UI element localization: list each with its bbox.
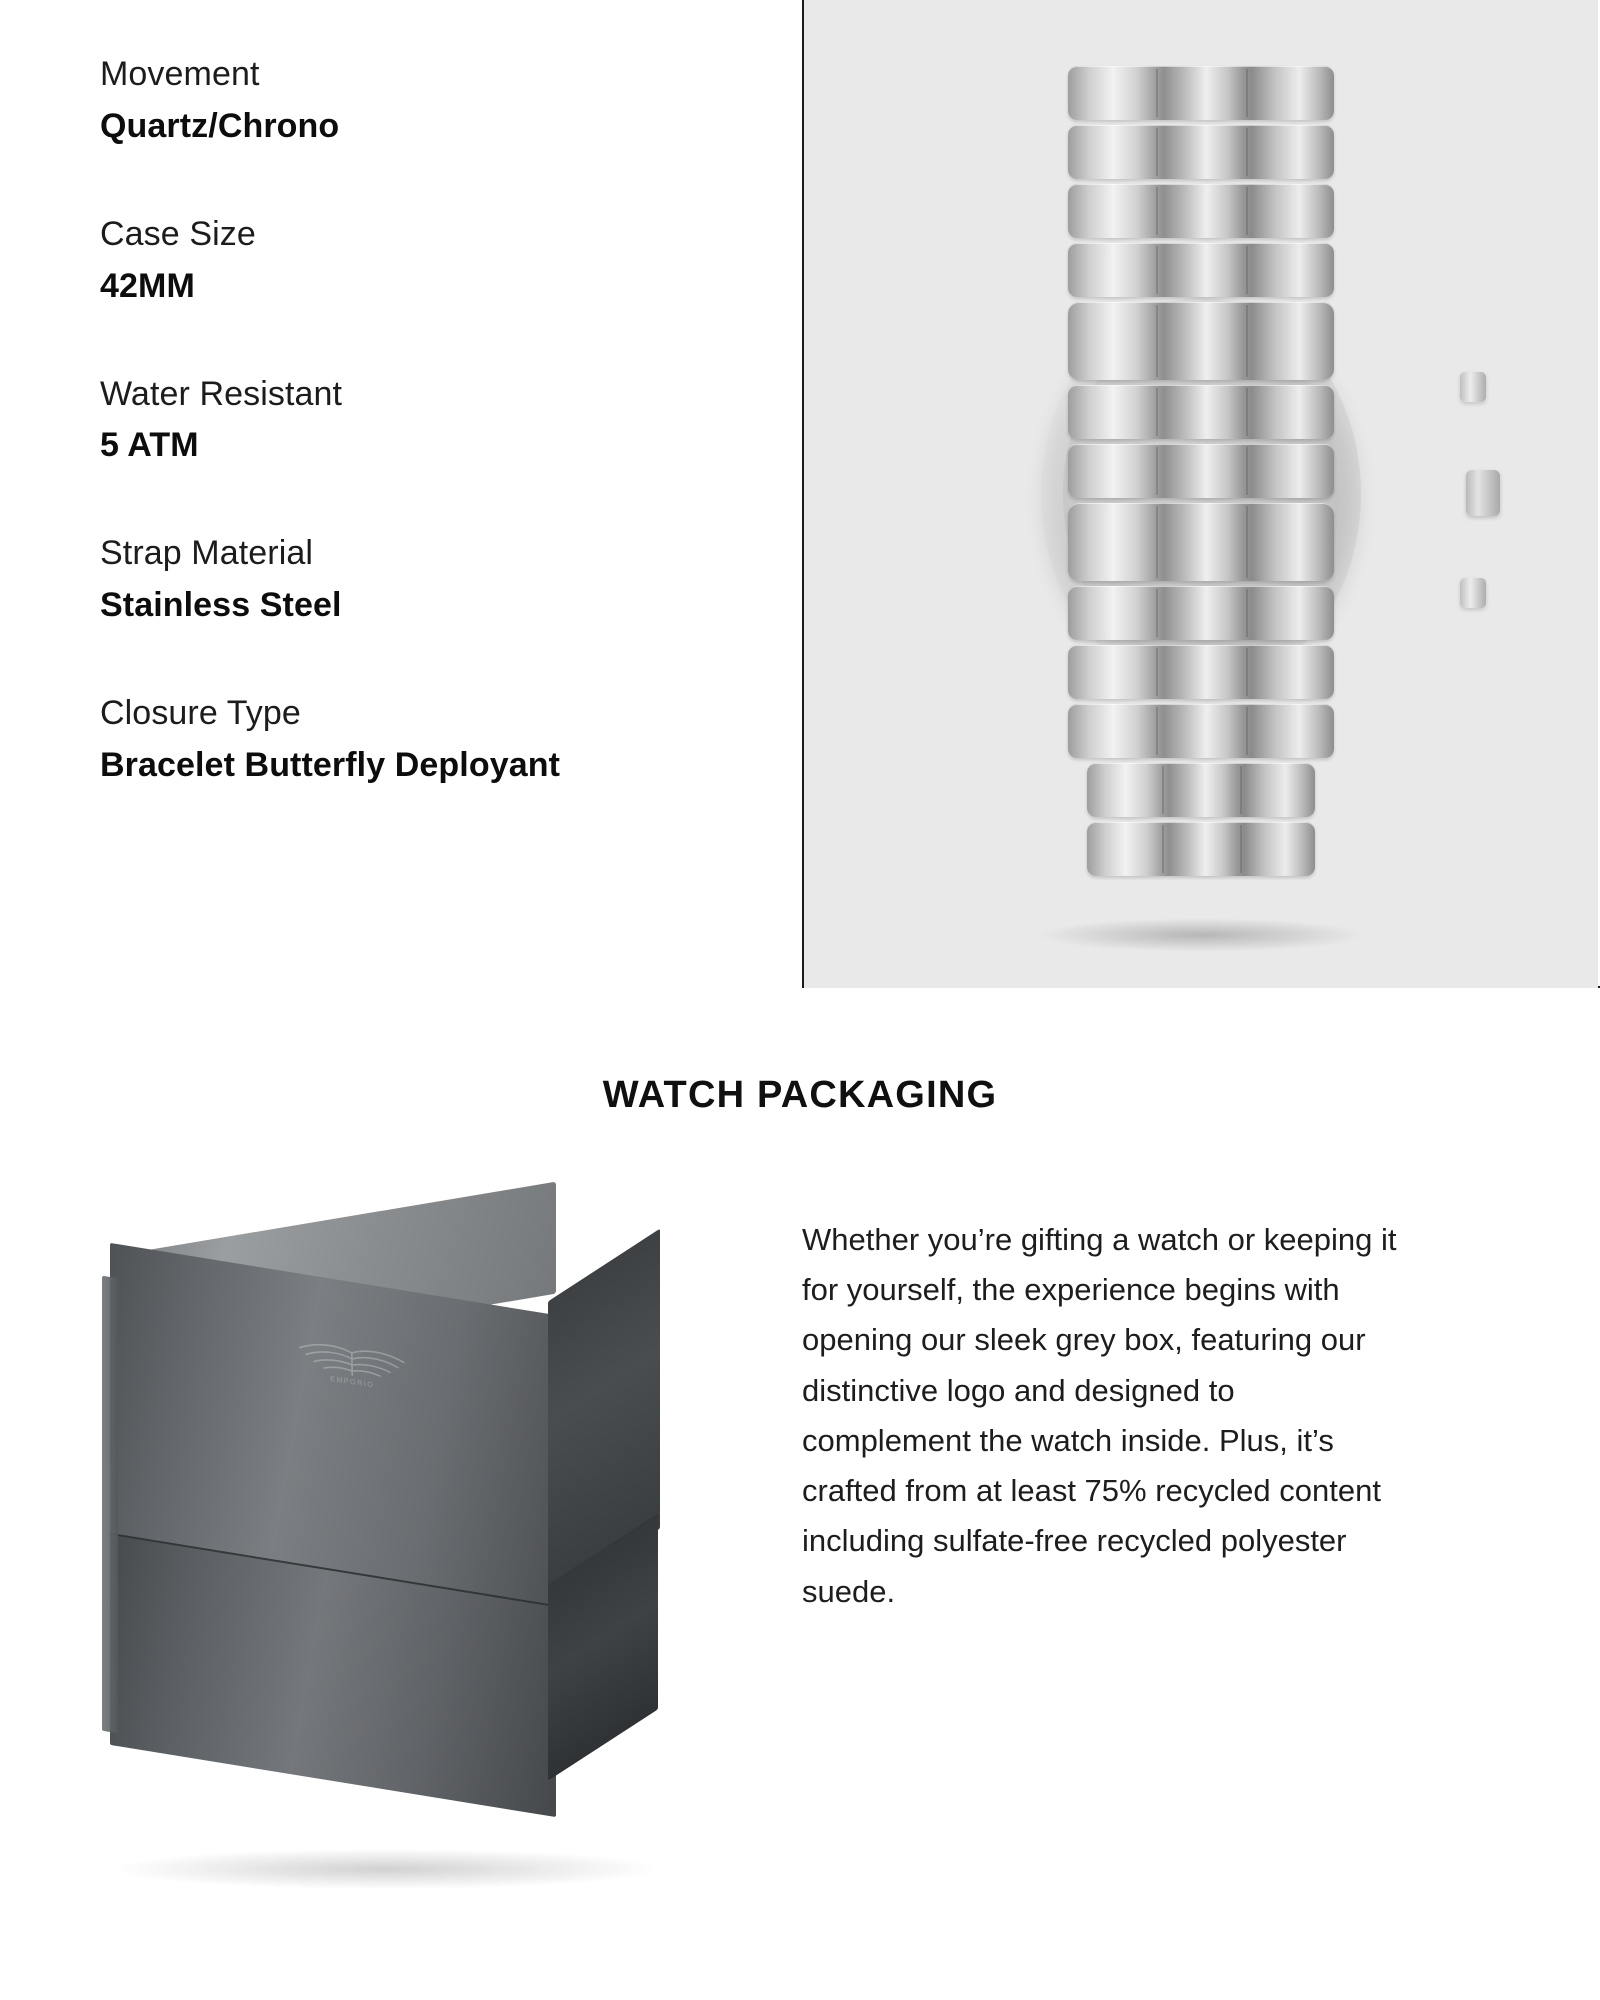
spec-row-closure-type — [100, 691, 802, 789]
spec-value-water-resistant: 5 ATM — [100, 426, 199, 465]
bracelet-link — [1087, 822, 1316, 876]
spec-row-strap-material — [100, 531, 802, 629]
watch-crown — [1466, 470, 1500, 516]
packaging-body — [0, 1117, 1600, 1939]
watch-illustration — [804, 0, 1598, 988]
specifications-section — [0, 0, 1600, 988]
spec-value-strap-material: Stainless Steel — [100, 586, 342, 625]
bracelet-link — [1068, 704, 1334, 758]
bracelet-link — [1068, 243, 1334, 297]
spec-value-closure-type: Bracelet Butterfly Deployant — [100, 746, 561, 785]
bracelet-link — [1068, 645, 1334, 699]
watch-packaging-section — [0, 988, 1600, 1998]
spec-label-strap-material: Strap Material — [100, 534, 314, 573]
spec-row-movement — [100, 52, 802, 150]
bracelet-link — [1068, 125, 1334, 179]
box-left-edge — [102, 1276, 118, 1734]
watch-drop-shadow — [1036, 918, 1366, 952]
spec-value-case-size: 42MM — [100, 266, 195, 305]
bracelet-clasp — [1068, 302, 1334, 380]
watch-product-image — [804, 0, 1598, 988]
spec-value-movement: Quartz/Chrono — [100, 106, 340, 145]
bracelet-link — [1087, 763, 1316, 817]
spec-label-closure-type: Closure Type — [100, 694, 301, 733]
spec-label-case-size: Case Size — [100, 214, 256, 253]
watch-box-illustration — [96, 1219, 696, 1899]
bracelet-link — [1068, 385, 1334, 439]
packaging-image — [0, 1179, 760, 1939]
spec-row-water-resistant — [100, 372, 802, 470]
bracelet-link — [1068, 66, 1334, 120]
watch-pusher-top — [1460, 372, 1486, 402]
spec-label-water-resistant: Water Resistant — [100, 374, 343, 413]
watch-pusher-bottom — [1460, 578, 1486, 608]
packaging-description: Whether you’re gifting a watch or keeping it for yourself, the experience begins with opening our sleek grey box, featuring our distinctive logo and designed to complement the watch inside. Plus, it’s crafted from at least 75% recycled content including sulfate-free recycled polyester suede. — [802, 1222, 1397, 1609]
box-drop-shadow — [116, 1849, 656, 1889]
spec-row-case-size — [100, 212, 802, 310]
packaging-text-column — [760, 1179, 1600, 1939]
specifications-list — [0, 0, 804, 988]
spec-label-movement: Movement — [100, 55, 260, 93]
svg-text:EMPORIO: EMPORIO — [330, 1375, 375, 1390]
packaging-title: WATCH PACKAGING — [602, 1074, 998, 1116]
bracelet-link — [1068, 444, 1334, 498]
bracelet-clasp — [1068, 503, 1334, 581]
watch-bracelet — [1068, 66, 1334, 928]
bracelet-link — [1068, 586, 1334, 640]
bracelet-link — [1068, 184, 1334, 238]
